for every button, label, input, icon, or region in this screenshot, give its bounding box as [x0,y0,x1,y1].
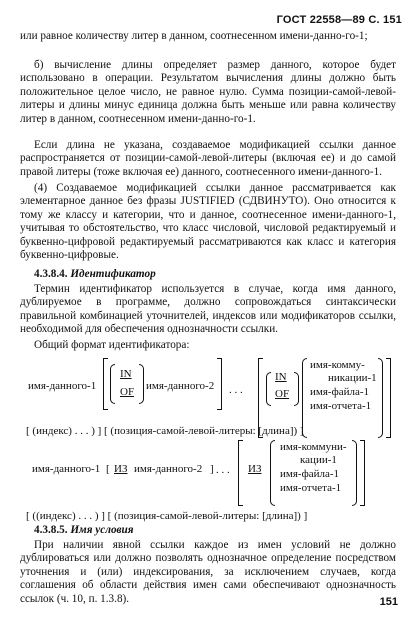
alt-curly-right [294,372,299,406]
section-number: 4.3.8.5. [34,524,68,536]
format2-alt-communication-cont: кации-1 [300,454,337,466]
options-brace-right [378,358,383,438]
f2-square-bracket-right [360,440,365,506]
format2-alt-communication: имя-коммуни- [280,441,347,453]
paragraph-identifier-definition: Термин идентификатор используется в случае, когда имя данного, дублируемое в программе, должно сопровождаться синтаксически правильной комбинацией уточнителей, индексов или модификаторов ссылки, необходимой для обеспечения однозначности ссылки. [20,283,396,336]
section-number: 4.3.8.4. [34,268,68,280]
format1-alt-communication-cont: никации-1 [328,372,377,384]
format1-line2: [ (индекс) . . . ) ] [ (позиция-самой-левой-литеры: [длина]) ] [26,425,304,437]
section-heading-identifier [34,268,156,280]
alt-curly-left [266,372,271,406]
page-header: ГОСТ 22558—89 С. 151 [276,14,402,26]
section-title: Имя условия [70,524,134,536]
alt-square-bracket-right [386,358,391,438]
section-heading-condition-name [34,524,134,536]
paragraph-length-not-specified: Если длина не указана, создаваемое модификацией ссылки данное распространяется от позиции-самой-левой-литеры (включая ее) и до самой правой литеры (тоже включая ее) данного, соотнесенного имени-данного-1. [20,139,396,178]
format2-alt-from-keyword: ИЗ [248,463,262,475]
format1-alt-communication: имя-комму- [310,359,365,371]
format1-name2: имя-данного-2 [146,380,215,392]
format1-alt-file: имя-файла-1 [310,386,370,398]
format1-name1: имя-данного-1 [28,380,97,392]
paragraph-continued: или равное количеству литер в данном, соотнесенном имени-данно-го-1; [20,30,368,42]
square-bracket-left [103,358,108,410]
format2-alt-report: имя-отчета-1 [280,482,342,494]
curly-brace-left [110,364,115,404]
paragraph-general-format: Общий формат идентификатора: [34,339,190,351]
format1-alt-report: имя-отчета-1 [310,400,372,412]
curly-brace-right [139,364,144,404]
paragraph-elementary-data: (4) Создаваемое модификацией ссылки данное рассматривается как элементарное данное без фразы JUSTIFIED (СДВИНУТО). Оно относится к тому же классу и категории, что и данное, соотнесенное имени-данного-1, учитывая то обстоятельство, что класс числовой, числовой редактируемый и буквенно-цифровой редактируемый рассматриваются как класс и категория буквенно-цифровые. [20,182,396,262]
f2-square-bracket-left [238,440,243,506]
section-title: Идентификатор [70,268,156,280]
format2-name2: имя-данного-2 [134,463,203,475]
f2-options-brace-left [270,440,275,506]
document-page: ГОСТ 22558—89 С. 151 или равное количеству литер в данном, соотнесенном имени-данно-го-1; б) вычисление длины определяет размер данного, которое будет использовано в операции. Результатом вычисления длины должно быть положительное целое число, не равное нулю. Сумма позиции-самой-левой-литеры и длины минус единица должна быть меньше или равна количеству литер в данном, соотнесенном имени-данно-го-1. Если длина не указана, создаваемое модификацией ссылки данное распространяется от позиции-самой-левой-литеры (включая ее) и до самой правой литеры (тоже включая ее) данного, соотнесенного имени-данного-1. (4) Создаваемое модификацией ссылки данное рассматривается как элементарное данное без фразы JUSTIFIED (СДВИНУТО). Оно относится к тому же классу и категории, что и данное, соотнесенное имени-данного-1, учитывая то обстоятельство, что класс числовой, числовой редактируемый и буквенно-цифровой редактируемый рассматриваются как класс и категория буквенно-цифровые. 4.3.8.4. Идентификатор Термин идентификатор используется в случае, когда имя данного, дублируемое в программе, должно сопровождаться синтаксически правильной комбинацией уточнителей, индексов или модификаторов ссылки, необходимой для обеспечения однозначности ссылки. Общий формат идентификатора: имя-данного-1 IN OF имя-данного-2 . . . IN OF имя-комму- никации-1 имя-файла-1 имя-отчета-1 [ (индекс) . . . ) ] [ (позиция-самой-левой-литеры: [длина]) ] имя-данного-1 [ ИЗ имя-данного-2 ] . . . ИЗ имя-коммуни- кации-1 имя-файла-1 имя-отчета-1 [ ((индекс) . . . ) ] [ (позиция-самой-левой-литеры: [длина]) ] 4.3.8.5. Имя условия При наличии явной ссылки каждое из имен условий не должно дублироваться или должно позволять однозначное определение посредством уточнения и (или) индексирования, за исключением случаев, когда соглашения об области действия имен сами обеспечивают однозначность ссылок (ч. 10, п. 1.3.8). 151 [20,14,402,608]
square-bracket-right [217,358,222,410]
format1-in-keyword: IN [120,368,132,380]
paragraph-condition-name: При наличии явной ссылки каждое из имен условий не должно дублироваться или должно позволять однозначное определение посредством уточнения и (или) индексирования, за исключением случаев, когда соглашения об области действия имен сами обеспечивают однозначность ссылок (ч. 10, п. 1.3.8). [20,539,396,605]
page-number: 151 [379,596,398,608]
format2-dots: . . . [216,464,230,476]
format2-line2: [ ((индекс) . . . ) ] [ (позиция-самой-левой-литеры: [длина]) ] [26,510,308,522]
format2-alt-file: имя-файла-1 [280,468,340,480]
paragraph-length-calculation: б) вычисление длины определяет размер данного, которое будет использовано в операции. Результатом вычисления длины должно быть положительное целое число, не равное нулю. Сумма позиции-самой-левой-литеры и длины минус единица должна быть меньше или равна количеству литер в данном, соотнесенном имени-данно-го-1. [20,59,396,125]
format1-of-keyword: OF [120,386,135,398]
format2-from-keyword: ИЗ [114,463,128,475]
format1-alt-of-keyword: OF [275,388,290,400]
f2-options-brace-right [352,440,357,506]
format1-dots: . . . [229,384,243,396]
format2-name1: имя-данного-1 [32,463,101,475]
format1-alt-in-keyword: IN [275,371,287,383]
